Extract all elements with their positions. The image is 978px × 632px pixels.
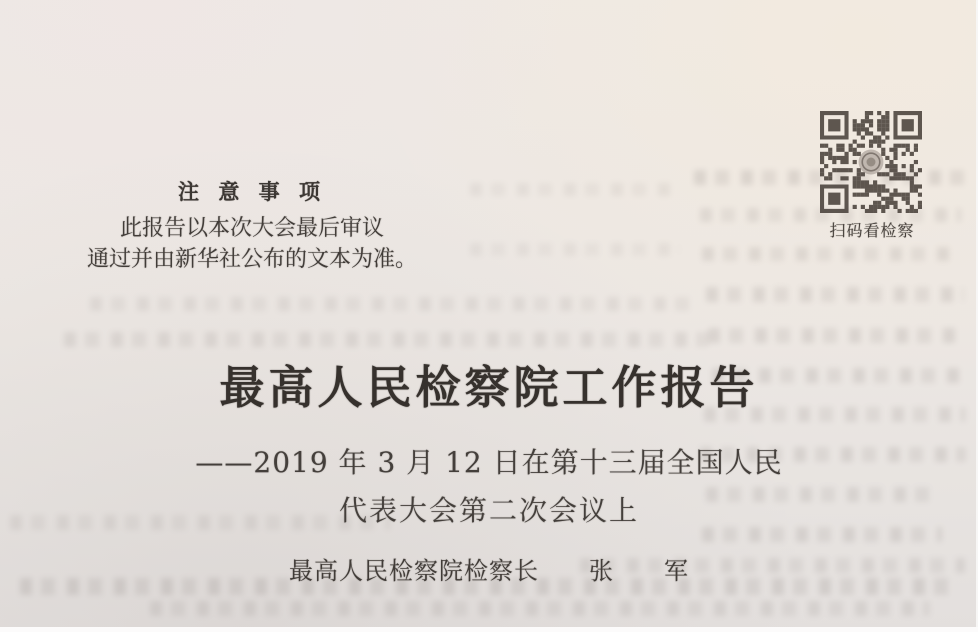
notice-line-1: 此报告以本次大会最后审议 [119,216,384,241]
bleedthrough-smudge [702,247,958,261]
bleedthrough-smudge [64,332,709,347]
bleedthrough-smudge [90,297,690,311]
report-title: 最高人民检察院工作报告 [219,361,759,414]
qr-caption: 扫码看检察 [829,221,915,240]
notice-line-2: 通过并由新华社公布的文本为准。 [86,247,417,272]
scan-edge-bottom [0,627,978,632]
bleedthrough-smudge [150,601,930,616]
byline: 最高人民检察院检察长 张 军 [289,557,689,585]
bleedthrough-smudge [708,328,964,343]
bleedthrough-smudge [470,243,680,256]
subtitle-line-1: ——2019 年 3 月 12 日在第十三届全国人民 [195,446,783,479]
qr-block [820,111,924,241]
bleedthrough-smudge [702,527,942,542]
qr-code-icon [820,111,922,213]
notice-heading: 注 意 事 项 [178,179,326,204]
bleedthrough-smudge [706,287,964,302]
notice-block [84,176,420,275]
subtitle-line-2: 代表大会第二次会议上 [338,494,639,527]
bleedthrough-smudge [470,183,675,196]
